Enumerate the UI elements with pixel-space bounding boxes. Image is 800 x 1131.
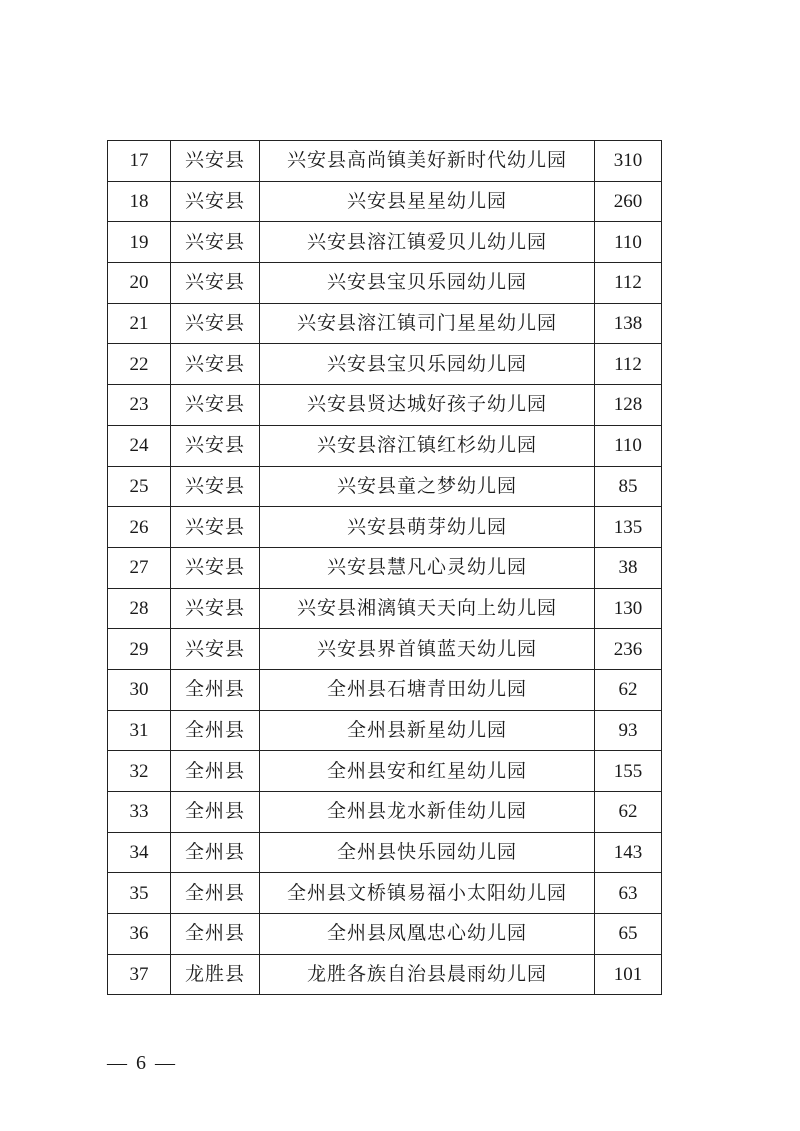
count-cell: 63: [595, 873, 662, 914]
table-row: [108, 344, 662, 385]
row-number-cell: 31: [108, 710, 171, 751]
kindergarten-name-cell: 兴安县贤达城好孩子幼儿园: [260, 385, 595, 426]
table-row: [108, 954, 662, 995]
count-cell: 143: [595, 832, 662, 873]
table-row: [108, 181, 662, 222]
kindergarten-name-cell: 兴安县湘漓镇天天向上幼儿园: [260, 588, 595, 629]
row-number-cell: 30: [108, 669, 171, 710]
row-number-cell: 34: [108, 832, 171, 873]
table-row: [108, 914, 662, 955]
kindergarten-name-cell: 兴安县溶江镇司门星星幼儿园: [260, 303, 595, 344]
row-number-cell: 37: [108, 954, 171, 995]
row-number-cell: 25: [108, 466, 171, 507]
kindergarten-name-cell: 兴安县溶江镇红杉幼儿园: [260, 425, 595, 466]
table-row: [108, 425, 662, 466]
row-number-cell: 24: [108, 425, 171, 466]
table-row: [108, 222, 662, 263]
county-cell: 兴安县: [171, 303, 260, 344]
row-number-cell: 22: [108, 344, 171, 385]
county-cell: 全州县: [171, 751, 260, 792]
county-cell: 兴安县: [171, 222, 260, 263]
table-row: [108, 710, 662, 751]
row-number-cell: 32: [108, 751, 171, 792]
table-row: [108, 629, 662, 670]
county-cell: 兴安县: [171, 263, 260, 304]
county-cell: 全州县: [171, 873, 260, 914]
row-number-cell: 20: [108, 263, 171, 304]
county-cell: 兴安县: [171, 547, 260, 588]
table-row: [108, 507, 662, 548]
count-cell: 135: [595, 507, 662, 548]
count-cell: 85: [595, 466, 662, 507]
row-number-cell: 27: [108, 547, 171, 588]
page-number: — 6 —: [107, 1052, 177, 1074]
count-cell: 65: [595, 914, 662, 955]
kindergarten-name-cell: 兴安县界首镇蓝天幼儿园: [260, 629, 595, 670]
county-cell: 全州县: [171, 792, 260, 833]
county-cell: 兴安县: [171, 629, 260, 670]
row-number-cell: 21: [108, 303, 171, 344]
count-cell: 93: [595, 710, 662, 751]
county-cell: 全州县: [171, 710, 260, 751]
count-cell: 128: [595, 385, 662, 426]
table-row: [108, 751, 662, 792]
county-cell: 兴安县: [171, 181, 260, 222]
table-row: [108, 303, 662, 344]
count-cell: 62: [595, 792, 662, 833]
kindergarten-name-cell: 全州县石塘青田幼儿园: [260, 669, 595, 710]
kindergarten-name-cell: 全州县龙水新佳幼儿园: [260, 792, 595, 833]
count-cell: 130: [595, 588, 662, 629]
row-number-cell: 29: [108, 629, 171, 670]
row-number-cell: 26: [108, 507, 171, 548]
row-number-cell: 36: [108, 914, 171, 955]
county-cell: 兴安县: [171, 425, 260, 466]
kindergarten-name-cell: 全州县文桥镇易福小太阳幼儿园: [260, 873, 595, 914]
row-number-cell: 35: [108, 873, 171, 914]
kindergarten-name-cell: 龙胜各族自治县晨雨幼儿园: [260, 954, 595, 995]
count-cell: 38: [595, 547, 662, 588]
kindergarten-name-cell: 全州县新星幼儿园: [260, 710, 595, 751]
table-row: [108, 547, 662, 588]
county-cell: 兴安县: [171, 344, 260, 385]
county-cell: 全州县: [171, 669, 260, 710]
kindergarten-name-cell: 兴安县高尚镇美好新时代幼儿园: [260, 141, 595, 182]
kindergarten-name-cell: 全州县快乐园幼儿园: [260, 832, 595, 873]
table-row: [108, 792, 662, 833]
row-number-cell: 18: [108, 181, 171, 222]
county-cell: 兴安县: [171, 141, 260, 182]
table-row: [108, 588, 662, 629]
count-cell: 310: [595, 141, 662, 182]
county-cell: 兴安县: [171, 507, 260, 548]
count-cell: 110: [595, 425, 662, 466]
kindergarten-name-cell: 兴安县慧凡心灵幼儿园: [260, 547, 595, 588]
count-cell: 112: [595, 344, 662, 385]
county-cell: 兴安县: [171, 385, 260, 426]
county-cell: 兴安县: [171, 466, 260, 507]
count-cell: 155: [595, 751, 662, 792]
kindergarten-name-cell: 兴安县溶江镇爱贝儿幼儿园: [260, 222, 595, 263]
table-row: [108, 832, 662, 873]
county-cell: 龙胜县: [171, 954, 260, 995]
kindergarten-name-cell: 兴安县童之梦幼儿园: [260, 466, 595, 507]
count-cell: 101: [595, 954, 662, 995]
kindergarten-name-cell: 兴安县星星幼儿园: [260, 181, 595, 222]
count-cell: 260: [595, 181, 662, 222]
table-row: [108, 141, 662, 182]
row-number-cell: 23: [108, 385, 171, 426]
county-cell: 全州县: [171, 832, 260, 873]
count-cell: 138: [595, 303, 662, 344]
kindergarten-name-cell: 全州县凤凰忠心幼儿园: [260, 914, 595, 955]
county-cell: 全州县: [171, 914, 260, 955]
row-number-cell: 33: [108, 792, 171, 833]
row-number-cell: 17: [108, 141, 171, 182]
table-row: [108, 466, 662, 507]
kindergarten-name-cell: 兴安县宝贝乐园幼儿园: [260, 263, 595, 304]
count-cell: 236: [595, 629, 662, 670]
table-row: [108, 263, 662, 304]
kindergarten-name-cell: 兴安县宝贝乐园幼儿园: [260, 344, 595, 385]
count-cell: 62: [595, 669, 662, 710]
table-body: [108, 141, 662, 995]
table-row: [108, 385, 662, 426]
kindergarten-table: [107, 140, 662, 995]
county-cell: 兴安县: [171, 588, 260, 629]
row-number-cell: 19: [108, 222, 171, 263]
kindergarten-name-cell: 全州县安和红星幼儿园: [260, 751, 595, 792]
kindergarten-name-cell: 兴安县萌芽幼儿园: [260, 507, 595, 548]
table-row: [108, 669, 662, 710]
count-cell: 110: [595, 222, 662, 263]
table-row: [108, 873, 662, 914]
count-cell: 112: [595, 263, 662, 304]
row-number-cell: 28: [108, 588, 171, 629]
